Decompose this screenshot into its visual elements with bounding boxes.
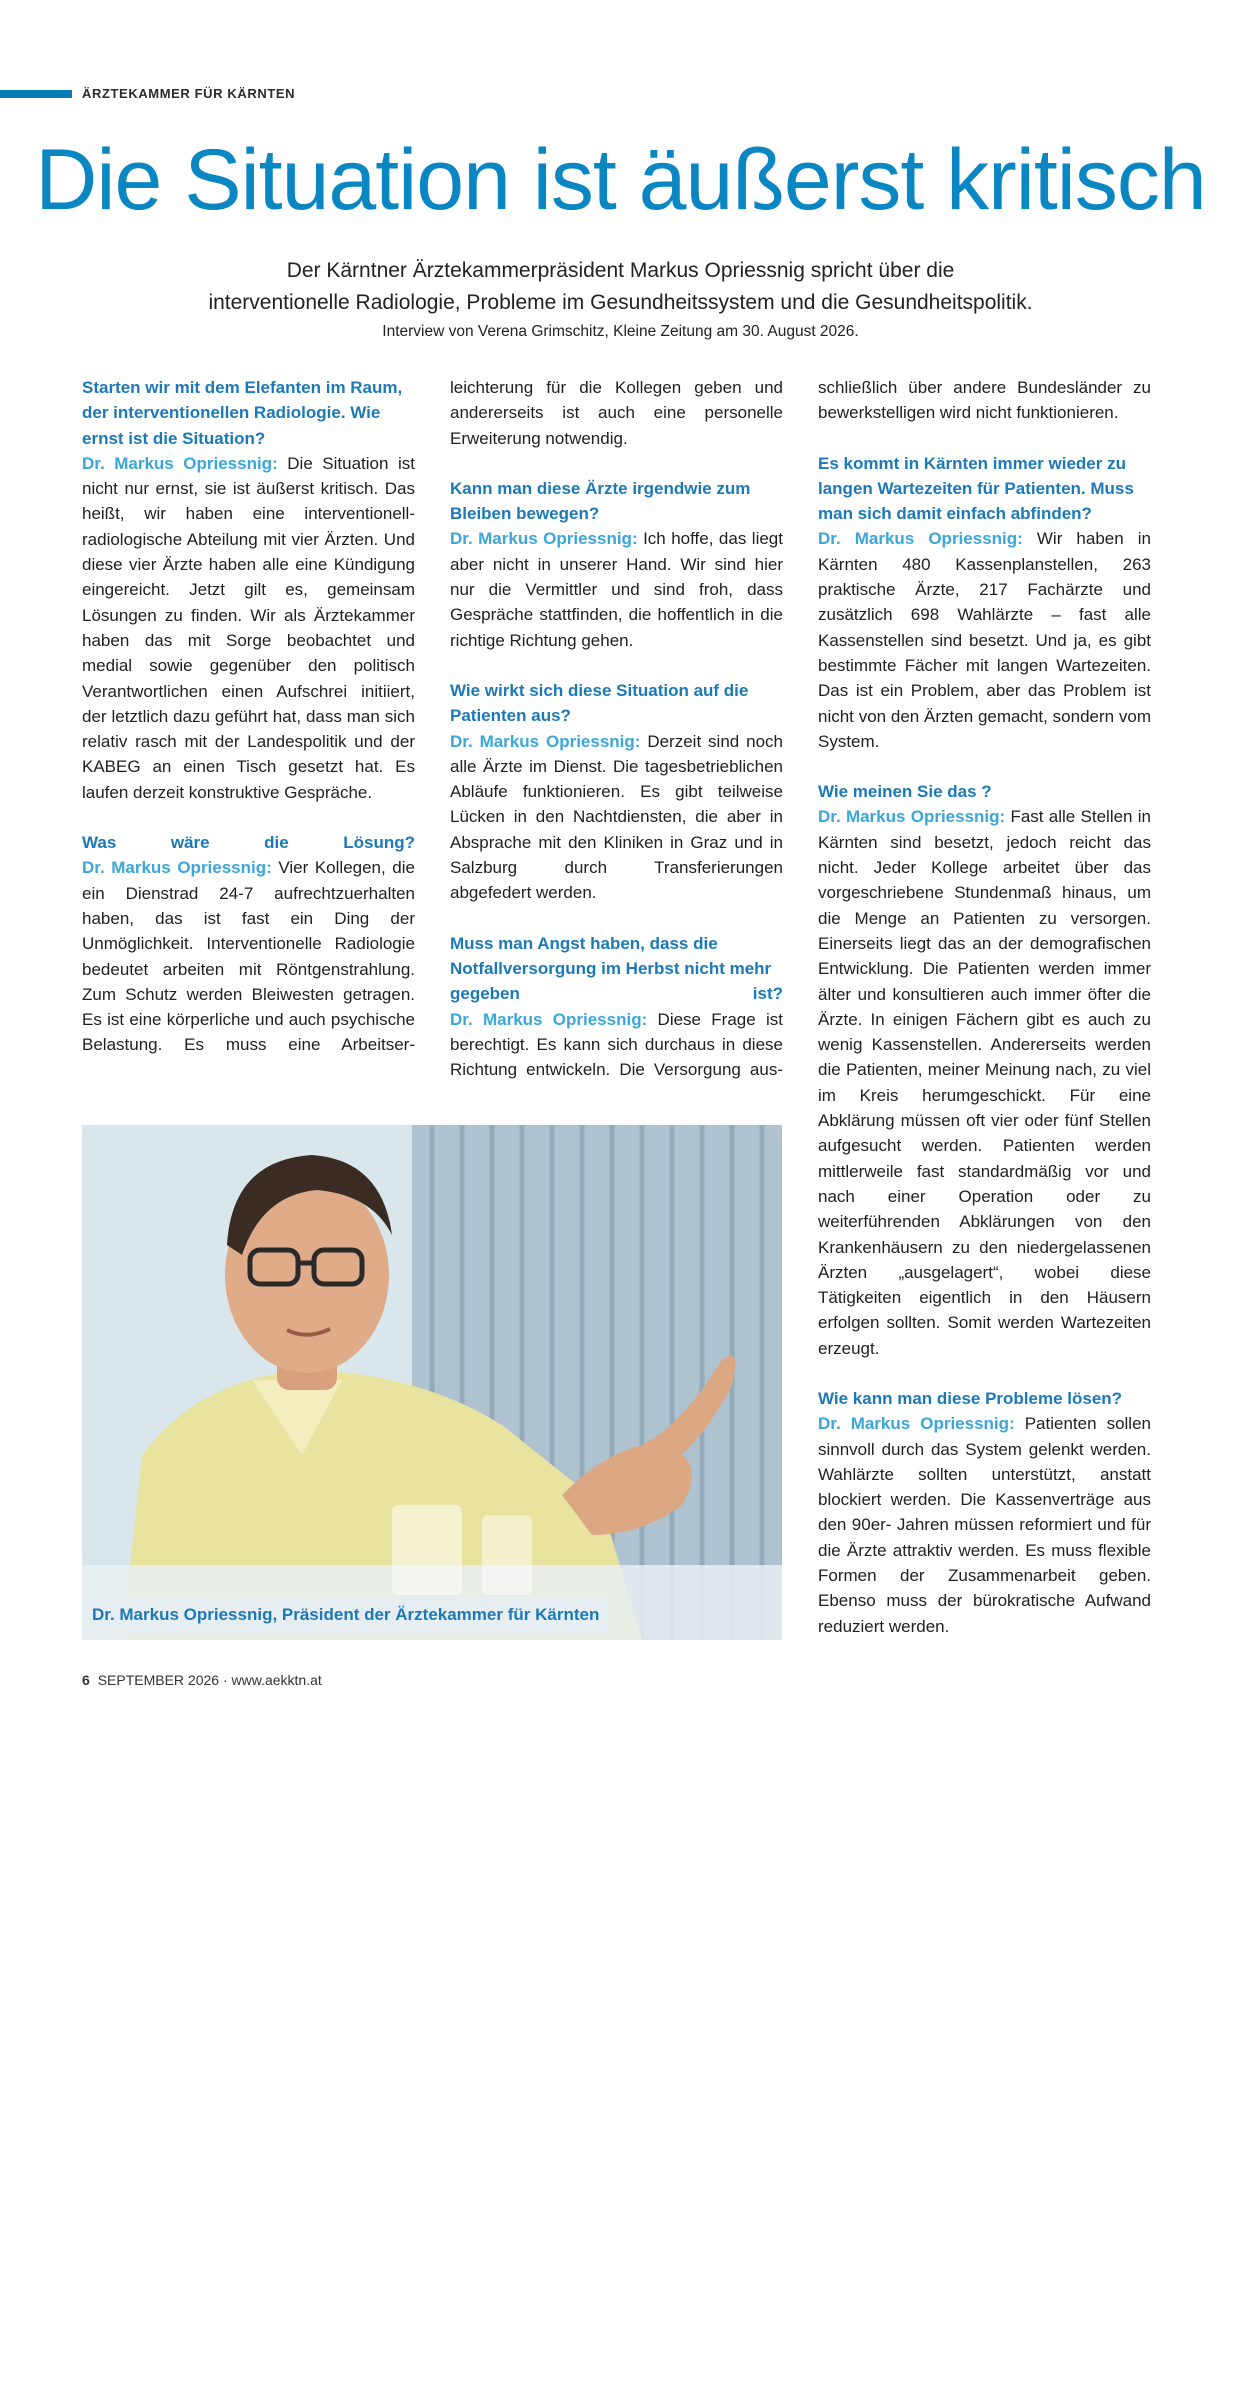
interview-answer-continued: schließlich über andere Bundesländer zu bewerkstelligen wird nicht funktionieren. — [818, 378, 1151, 423]
interview-answer: Diese Frage ist berechtigt. Es kann sich durchaus in diese Richtung entwickeln. Die Versorgung aus- — [450, 1009, 783, 1080]
interview-answer-continued: leichterung für die Kollegen geben und andererseits ist auch eine personelle Erweiterung notwendig. — [450, 378, 783, 448]
interview-answer: Fast alle Stellen in Kärnten sind besetzt, jedoch reicht das nicht. Jeder Kollege arbeitet über das vorgeschriebene Stundenmaß hinaus, um die Menge an Patienten zu versorgen. Einerseits liegt das an der demografischen Entwicklung. Die Patienten werden immer älter und konsultieren auch immer öfter die Ärzte. In einigen Fächern gibt es auch zu wenig Kassenstellen. Andererseits werden die Patienten, meiner Meinung nach, zu viel im Kreis herumgeschickt. Für eine Abklärung müssen oft vier oder fünf Stellen aufgesucht werden. Patienten werden mittlerweile fast standardmäßig vor und nach einer Operation oder zu weiterführenden Abklärungen von den Krankenhäusern zu den niedergelassenen Ärzten „ausgelagert“, wobei diese Tätigkeiten eigentlich in den Häusern erfolgen sollten. Somit werden Wartezeiten erzeugt. — [818, 807, 1151, 1358]
speaker-label: Dr. Markus Opriessnig: — [818, 529, 1037, 549]
speaker-label: Dr. Markus Opriessnig: — [450, 1009, 658, 1029]
page-number: 6 — [82, 1672, 90, 1688]
article-column-1 — [82, 375, 415, 1083]
speaker-label: Dr. Markus Opriessnig: — [450, 529, 644, 549]
speaker-label: Dr. Markus Opriessnig: — [818, 1414, 1025, 1434]
interview-question: Wie kann man diese Probleme lösen? — [818, 1388, 1123, 1408]
lead-line-2: interventionelle Radiologie, Probleme im Gesundheitssystem und die Gesundheitspolitik. — [208, 291, 1033, 314]
qa-block — [450, 375, 783, 451]
article-column-2 — [450, 375, 783, 1107]
qa-block — [450, 476, 783, 653]
section-kicker: ÄRZTEKAMMER FÜR KÄRNTEN — [82, 86, 296, 101]
photo-credit: Foto: © Gert Köstinger — [844, 2302, 854, 2400]
interview-question: Starten wir mit dem Elefanten im Raum, der interventionellen Radiologie. Wie ernst ist die Situation? — [82, 378, 403, 448]
page-title: Die Situation ist äußerst kritisch — [35, 132, 1206, 228]
page-footer — [82, 1672, 322, 1688]
qa-block — [82, 375, 415, 805]
lead-line-1: Der Kärntner Ärztekammerpräsident Markus Opriessnig spricht über die — [286, 259, 955, 282]
kicker-bar — [0, 90, 72, 98]
speaker-label: Dr. Markus Opriessnig: — [82, 858, 279, 878]
qa-block — [818, 1386, 1151, 1639]
interview-answer: Vier Kollegen, die ein Dienstrad 24-7 aufrechtzuerhalten haben, das ist fast ein Ding der Unmöglichkeit. Interventionelle Radiologie bedeutet arbeiten mit Röntgenstrahlung. Zum Schutz werden Bleiwesten getragen. Es ist eine körperliche und auch psychische Belastung. Es muss eine Arbeitser- — [82, 858, 415, 1055]
qa-block — [82, 830, 415, 1058]
interview-answer: Derzeit sind noch alle Ärzte im Dienst. Die tagesbetrieblichen Abläufe funktionieren. Es gibt teilweise Lücken in den Nachtdiensten, die aber in Absprache mit den Kliniken in Graz und in Salzburg durch Transferierungen abgefedert werden. — [450, 731, 783, 903]
interview-question: Es kommt in Kärnten immer wieder zu langen Wartezeiten für Patienten. Muss man sich damit einfach abfinden? — [818, 453, 1134, 524]
article-column-3 — [818, 375, 1151, 1664]
qa-block — [450, 931, 783, 1083]
qa-block — [818, 779, 1151, 1361]
qa-block — [818, 451, 1151, 755]
interview-question: Muss man Angst haben, dass die Notfallversorgung im Herbst nicht mehr gegeben ist? — [450, 933, 783, 1004]
photo-caption: Dr. Markus Opriessnig, Präsident der Ärztekammer für Kärnten — [82, 1597, 609, 1633]
speaker-label: Dr. Markus Opriessnig: — [818, 807, 1011, 827]
footer-text: SEPTEMBER 2026 · www.aekktn.at — [97, 1672, 322, 1688]
interview-question: Wie meinen Sie das ? — [818, 782, 992, 802]
interview-question: Wie wirkt sich diese Situation auf die Patienten aus? — [450, 680, 749, 726]
interview-answer: Wir haben in Kärnten 480 Kassenplanstellen, 263 praktische Ärzte, 217 Fachärzte und zusätzlich 698 Wahlärzte – fast alle Kassenstellen sind besetzt. Und ja, es gibt bestimmte Fächer mit langen Wartezeiten. Das ist ein Problem, aber das Problem ist nicht von den Ärzten gemacht, sondern vom System. — [818, 529, 1151, 751]
interview-question: Kann man diese Ärzte irgendwie zum Bleiben bewegen? — [450, 478, 751, 524]
interview-question: Was wäre die Lösung? — [82, 833, 415, 853]
interview-answer: Patienten sollen sinnvoll durch das System gelenkt werden. Wahlärzte sollten unterstützt, anstatt blockiert werden. Die Kassenverträge aus den 90er- Jahren müssen reformiert und für die Ärzte attraktiv werden. Es muss flexible Formen der Zusammenarbeit geben. Ebenso muss der bürokratische Aufwand reduziert werden. — [818, 1414, 1151, 1636]
lead-paragraph — [100, 255, 1141, 319]
qa-block — [450, 678, 783, 906]
speaker-label: Dr. Markus Opriessnig: — [450, 731, 648, 751]
portrait-illustration — [82, 1125, 782, 1640]
interview-answer: Die Situation ist nicht nur ernst, sie ist äußerst kritisch. Das heißt, wir haben eine interventionell-radiologische Abteilung mit vier Ärzten. Und diese vier Ärzte haben alle eine Kündigung eingereicht. Jetzt gilt es, gemeinsam Lösungen zu finden. Wir als Ärztekammer haben das mit Sorge beobachtet und medial sowie gegenüber den politisch Verantwortlichen einen Aufschrei initiiert, der letztlich dazu geführt hat, dass man sich relativ rasch mit der Landespolitik und der KABEG an einen Tisch gesetzt hat. Es laufen derzeit konstruktive Gespräche. — [82, 453, 415, 802]
qa-block — [818, 375, 1151, 426]
byline: Interview von Verena Grimschitz, Kleine Zeitung am 30. August 2026. — [382, 323, 859, 340]
speaker-label: Dr. Markus Opriessnig: — [82, 453, 288, 473]
interview-answer: Ich hoffe, das liegt aber nicht in unserer Hand. Wir sind hier nur die Vermittler und sind froh, dass Gespräche stattfinden, die hoffentlich in die richtige Richtung gehen. — [450, 529, 783, 650]
